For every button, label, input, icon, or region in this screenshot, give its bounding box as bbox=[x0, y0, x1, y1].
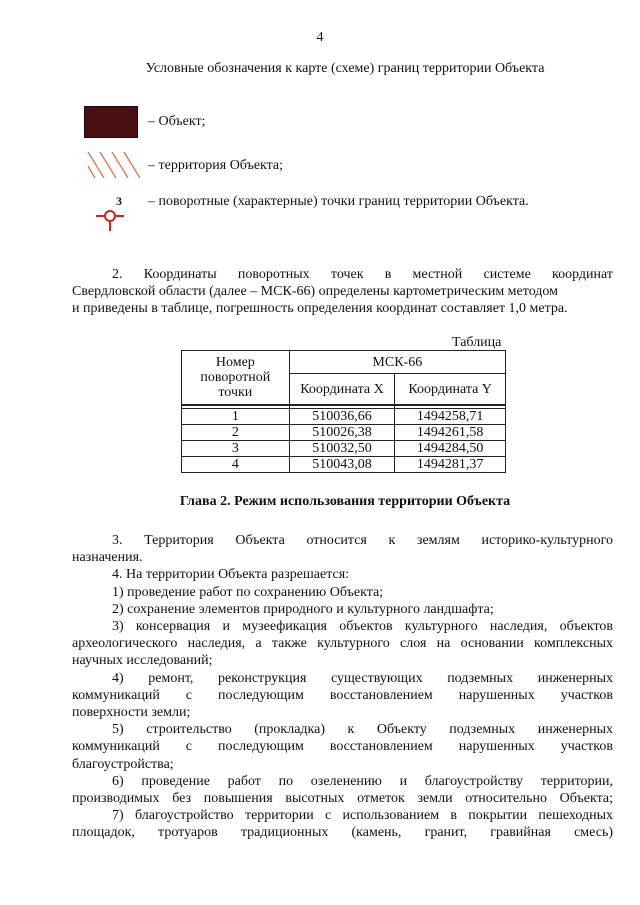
page-number: 4 bbox=[316, 30, 324, 45]
table-caption: Таблица bbox=[452, 335, 502, 350]
text-line: 7) благоустройство территории с использованием в покрытии пешеходных bbox=[112, 808, 613, 824]
header-coordinate-x: Координата X bbox=[289, 374, 395, 406]
text-line: научных исследований; bbox=[72, 653, 213, 669]
table-row bbox=[182, 425, 506, 441]
text-line: 3) консервация и музеефикация объектов культурного наследия, объектов bbox=[112, 619, 613, 635]
object-swatch-icon bbox=[84, 106, 138, 138]
table-row bbox=[182, 457, 506, 473]
cell-point: 2 bbox=[182, 425, 290, 441]
text-line: назначения. bbox=[72, 550, 143, 566]
text-line: площадок, тротуаров традиционных (камень, гранит, гравийная смесь) bbox=[72, 825, 613, 841]
table-row bbox=[182, 441, 506, 457]
body-text bbox=[72, 532, 613, 842]
header-coordinate-system: МСК-66 bbox=[289, 351, 505, 374]
cell-y: 1494281,37 bbox=[395, 457, 506, 473]
header-coordinate-y: Координата Y bbox=[395, 374, 506, 406]
cell-y: 1494261,58 bbox=[395, 425, 506, 441]
cell-x: 510043,08 bbox=[289, 457, 395, 473]
chapter-title: Глава 2. Режим использования территории Объекта bbox=[179, 494, 511, 509]
cell-x: 510036,66 bbox=[289, 409, 395, 425]
territory-hatch-icon bbox=[86, 148, 142, 182]
text-line: коммуникаций с последующим восстановлением нарушенных участков bbox=[72, 687, 613, 703]
text-line: благоустройства; bbox=[72, 756, 174, 772]
cell-point: 3 bbox=[182, 441, 290, 457]
turning-point-marker-icon bbox=[94, 196, 128, 234]
text-line: Свердловской области (далее – МСК-66) определены картометрическим методом bbox=[72, 284, 559, 299]
text-line: 4. На территории Объекта разрешается: bbox=[112, 567, 350, 583]
marker-number: 3 bbox=[116, 194, 122, 208]
text-line: поверхности земли; bbox=[72, 705, 191, 721]
legend-territory-label: – территория Объекта; bbox=[148, 158, 284, 173]
cell-x: 510032,50 bbox=[289, 441, 395, 457]
text-line: производимых без повышения высотных отметок земли относительно Объекта; bbox=[72, 791, 613, 807]
table-row bbox=[182, 409, 506, 425]
cell-point: 1 bbox=[182, 409, 290, 425]
paragraph-coordinates bbox=[72, 266, 613, 317]
text-line: 4) ремонт, реконструкция существующих подземных инженерных bbox=[112, 670, 613, 686]
text-line: 3. Территория Объекта относится к землям историко-культурного bbox=[112, 533, 613, 548]
text-line: коммуникаций с последующим восстановлением нарушенных участков bbox=[72, 739, 613, 755]
cell-y: 1494258,71 bbox=[395, 409, 506, 425]
cell-point: 4 bbox=[182, 457, 290, 473]
text-line: 5) строительство (прокладка) к Объекту подземных инженерных bbox=[112, 722, 613, 738]
coordinates-table bbox=[181, 350, 506, 473]
text-line: 2) сохранение элементов природного и культурного ландшафта; bbox=[112, 601, 494, 617]
legend-points-label: – поворотные (характерные) точки границ территории Объекта. bbox=[148, 194, 529, 209]
header-point-number: Номер поворотной точки bbox=[182, 351, 290, 406]
text-line: 1) проведение работ по сохранению Объекта; bbox=[112, 584, 384, 600]
legend-title: Условные обозначения к карте (схеме) границ территории Объекта bbox=[145, 61, 545, 76]
cell-y: 1494284,50 bbox=[395, 441, 506, 457]
text-line: 6) проведение работ по озеленению и благоустройству территории, bbox=[112, 773, 613, 789]
text-line: археологического наследия, а также культурного слоя на основании комплексных bbox=[72, 636, 613, 652]
text-line: и приведены в таблице, погрешность определения координат составляет 1,0 метра. bbox=[72, 301, 568, 316]
legend-object-label: – Объект; bbox=[148, 114, 206, 129]
text-line: 2. Координаты поворотных точек в местной системе координат bbox=[112, 267, 613, 282]
cell-x: 510026,38 bbox=[289, 425, 395, 441]
